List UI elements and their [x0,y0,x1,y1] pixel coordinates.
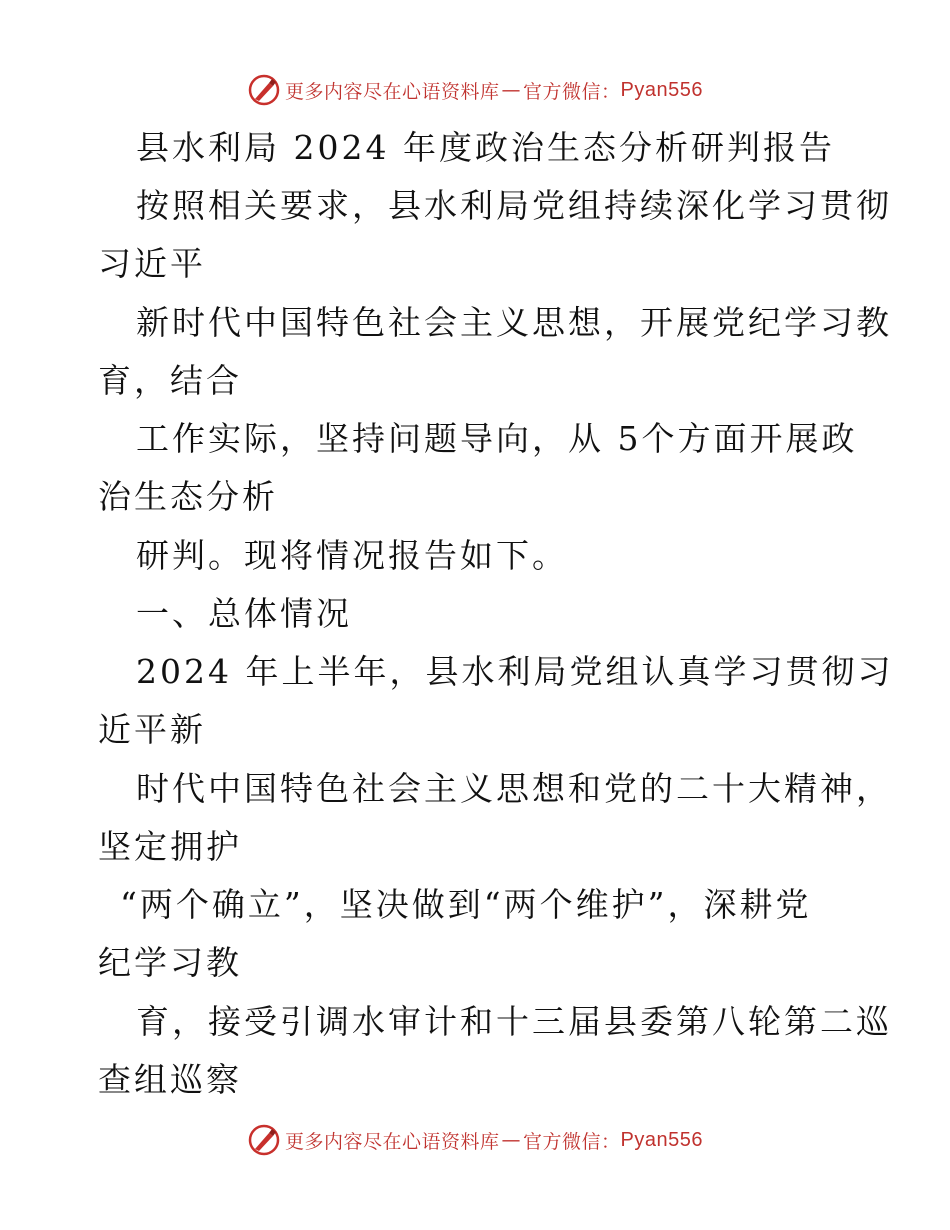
paragraph-line: 工作实际，坚持问题导向，从 5个方面开展政 [136,419,858,458]
paragraph-line: 育，结合 [98,361,242,400]
paragraph-line: 2024 年上半年，县水利局党组认真学习贯彻习 [136,652,894,691]
paragraph-line: 坚定拥护 [98,827,242,866]
paragraph-line: 习近平 [98,244,206,283]
watermark-text: 更多内容尽在心语资料库 [285,80,500,103]
pen-logo-icon [247,73,281,107]
footer-watermark [0,1118,950,1162]
watermark-separator: — [501,79,522,101]
paragraph-line: 研判。现将情况报告如下。 [136,536,568,575]
document-title: 县水利局 2024 年度政治生态分析研判报告 [136,128,835,167]
paragraph-line: 近平新 [98,710,206,749]
paragraph-line: 查组巡察 [98,1060,242,1099]
paragraph-line: 育，接受引调水审计和十三届县委第八轮第二巡 [136,1002,892,1041]
paragraph-line: 新时代中国特色社会主义思想，开展党纪学习教 [136,303,892,342]
paragraph-line: 纪学习教 [98,943,242,982]
section-heading: 一、总体情况 [136,594,352,633]
header-watermark [0,68,950,112]
watermark-wechat-id: Pyan556 [620,78,703,101]
watermark-wechat-label: 官方微信： [523,1130,621,1153]
paragraph-line: 时代中国特色社会主义思想和党的二十大精神， [136,769,892,808]
watermark-wechat-label: 官方微信： [523,80,621,103]
paragraph-line: 治生态分析 [98,477,278,516]
watermark-separator: — [501,1129,522,1151]
watermark-text: 更多内容尽在心语资料库 [285,1130,500,1153]
watermark-wechat-id: Pyan556 [620,1128,703,1151]
paragraph-line: 按照相关要求，县水利局党组持续深化学习贯彻 [136,186,892,225]
paragraph-line: “两个确立”，坚决做到“两个维护”，深耕党 [120,885,812,924]
pen-logo-icon [247,1123,281,1157]
